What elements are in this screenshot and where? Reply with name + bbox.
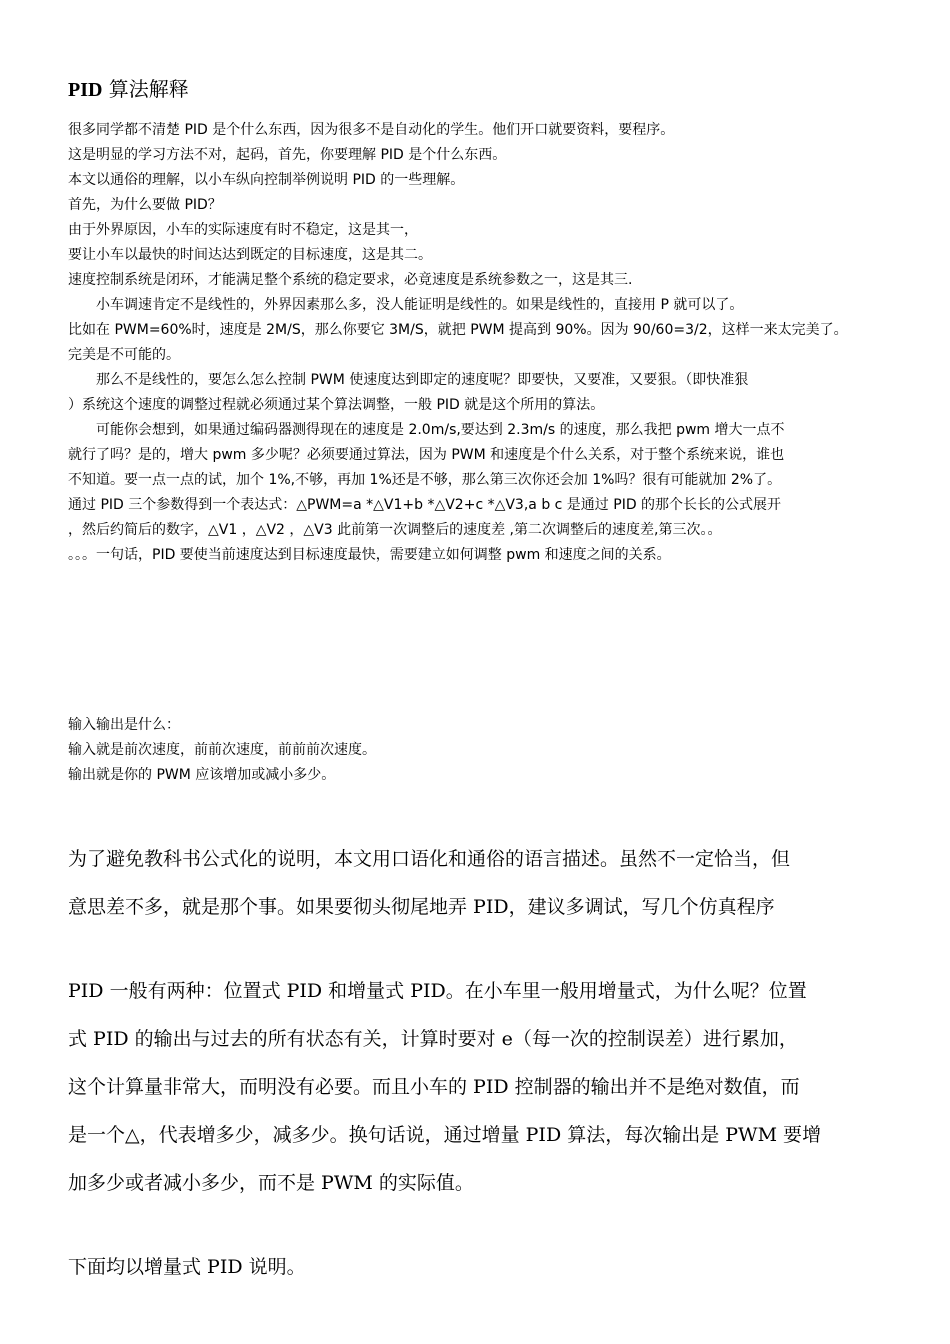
body-paragraph-line: 式 PID 的输出与过去的所有状态有关，计算时要对 e（每一次的控制误差）进行累加， xyxy=(68,1028,798,1050)
body-paragraph-line: 这个计算量非常大，而明没有必要。而且小车的 PID 控制器的输出并不是绝对数值，而 xyxy=(68,1076,800,1098)
encoder-paragraph-line: 不知道。要一点一点的试，加个 1%,不够，再加 1%还是不够，那么第三次你还会加 1%吗？很有可能就加 2%了。 xyxy=(68,472,782,488)
body-paragraph-line: 是一个△，代表增多少，减多少。换句话说，通过增量 PID 算法，每次输出是 PWM 要增 xyxy=(68,1124,822,1146)
intro-line: 速度控制系统是闭环，才能满足整个系统的稳定要求，必竟速度是系统参数之一，这是其三. xyxy=(68,272,633,288)
body-paragraph-line: 意思差不多，就是那个事。如果要彻头彻尾地弄 PID，建议多调试，写几个仿真程序 xyxy=(68,896,775,918)
nonlinear-paragraph-line: ）系统这个速度的调整过程就必须通过某个算法调整，一般 PID 就是这个所用的算法。 xyxy=(68,397,605,413)
intro-line: 由于外界原因，小车的实际速度有时不稳定，这是其一， xyxy=(68,222,418,238)
encoder-paragraph-line: 就行了吗？是的，增大 pwm 多少呢？必须要通过算法，因为 PWM 和速度是个什么关系，对于整个系统来说，谁也 xyxy=(68,447,785,463)
paragraph-spacer xyxy=(68,931,888,967)
body-paragraph-line: 加多少或者减小多少，而不是 PWM 的实际值。 xyxy=(68,1172,474,1194)
intro-line: 这是明显的学习方法不对，起码，首先，你要理解 PID 是个什么东西。 xyxy=(68,147,507,163)
io-section xyxy=(68,713,888,788)
formula-paragraph-line: ，然后约简后的数字，△V1 ，△V2 ，△V3 此前第一次调整后的速度差 ,第二次调整后的速度差,第三次。。 xyxy=(68,522,722,538)
formula-paragraph-line: 通过 PID 三个参数得到一个表达式：△PWM=a *△V1+b *△V2+c *△V3,a b c 是通过 PID 的那个长长的公式展开 xyxy=(68,497,782,513)
intro-section xyxy=(68,118,888,568)
intro-line: 首先，为什么要做 PID？ xyxy=(68,197,222,213)
body-paragraph-line: 下面均以增量式 PID 说明。 xyxy=(68,1256,306,1278)
body-paragraph-line: 为了避免教科书公式化的说明，本文用口语化和通俗的语言描述。虽然不一定恰当，但 xyxy=(68,848,791,870)
intro-line: 很多同学都不清楚 PID 是个什么东西，因为很多不是自动化的学生。他们开口就要资料，要程序。 xyxy=(68,122,675,138)
intro-line: 本文以通俗的理解，以小车纵向控制举例说明 PID 的一些理解。 xyxy=(68,172,465,188)
encoder-paragraph-line: 可能你会想到，如果通过编码器测得现在的速度是 2.0m/s,要达到 2.3m/s 的速度，那么我把 pwm 增大一点不 xyxy=(96,422,785,438)
intro-line: 要让小车以最快的时间达达到既定的目标速度，这是其二。 xyxy=(68,247,432,263)
io-input-line: 输入就是前次速度，前前次速度，前前前次速度。 xyxy=(68,742,376,758)
document-title xyxy=(68,76,189,103)
title-pid: PID xyxy=(68,79,103,101)
perfect-line: 完美是不可能的。 xyxy=(68,347,180,363)
paragraph-spacer xyxy=(68,1207,888,1243)
body-paragraph-line: PID 一般有两种：位置式 PID 和增量式 PID。在小车里一般用增量式，为什么呢？位置 xyxy=(68,980,807,1002)
formula-paragraph-line: 。。。一句话，PID 要使当前速度达到目标速度最快，需要建立如何调整 pwm 和速度之间的关系。 xyxy=(68,547,671,563)
body-section xyxy=(68,835,888,1291)
title-rest: 算法解释 xyxy=(102,77,189,101)
io-output-line: 输出就是你的 PWM 应该增加或减小多少。 xyxy=(68,767,336,783)
io-heading: 输入输出是什么： xyxy=(68,717,180,733)
nonlinear-paragraph-line: 那么不是线性的，要怎么怎么控制 PWM 使速度达到即定的速度呢？即要快，又要准，又要狠。（即快准狠 xyxy=(96,372,749,388)
linear-paragraph-line: 小车调速肯定不是线性的，外界因素那么多，没人能证明是线性的。如果是线性的，直接用 P 就可以了。 xyxy=(96,297,744,313)
linear-paragraph-line: 比如在 PWM=60%时，速度是 2M/S，那么你要它 3M/S，就把 PWM 提高到 90%。因为 90/60=3/2，这样一来太完美了。 xyxy=(68,322,848,338)
